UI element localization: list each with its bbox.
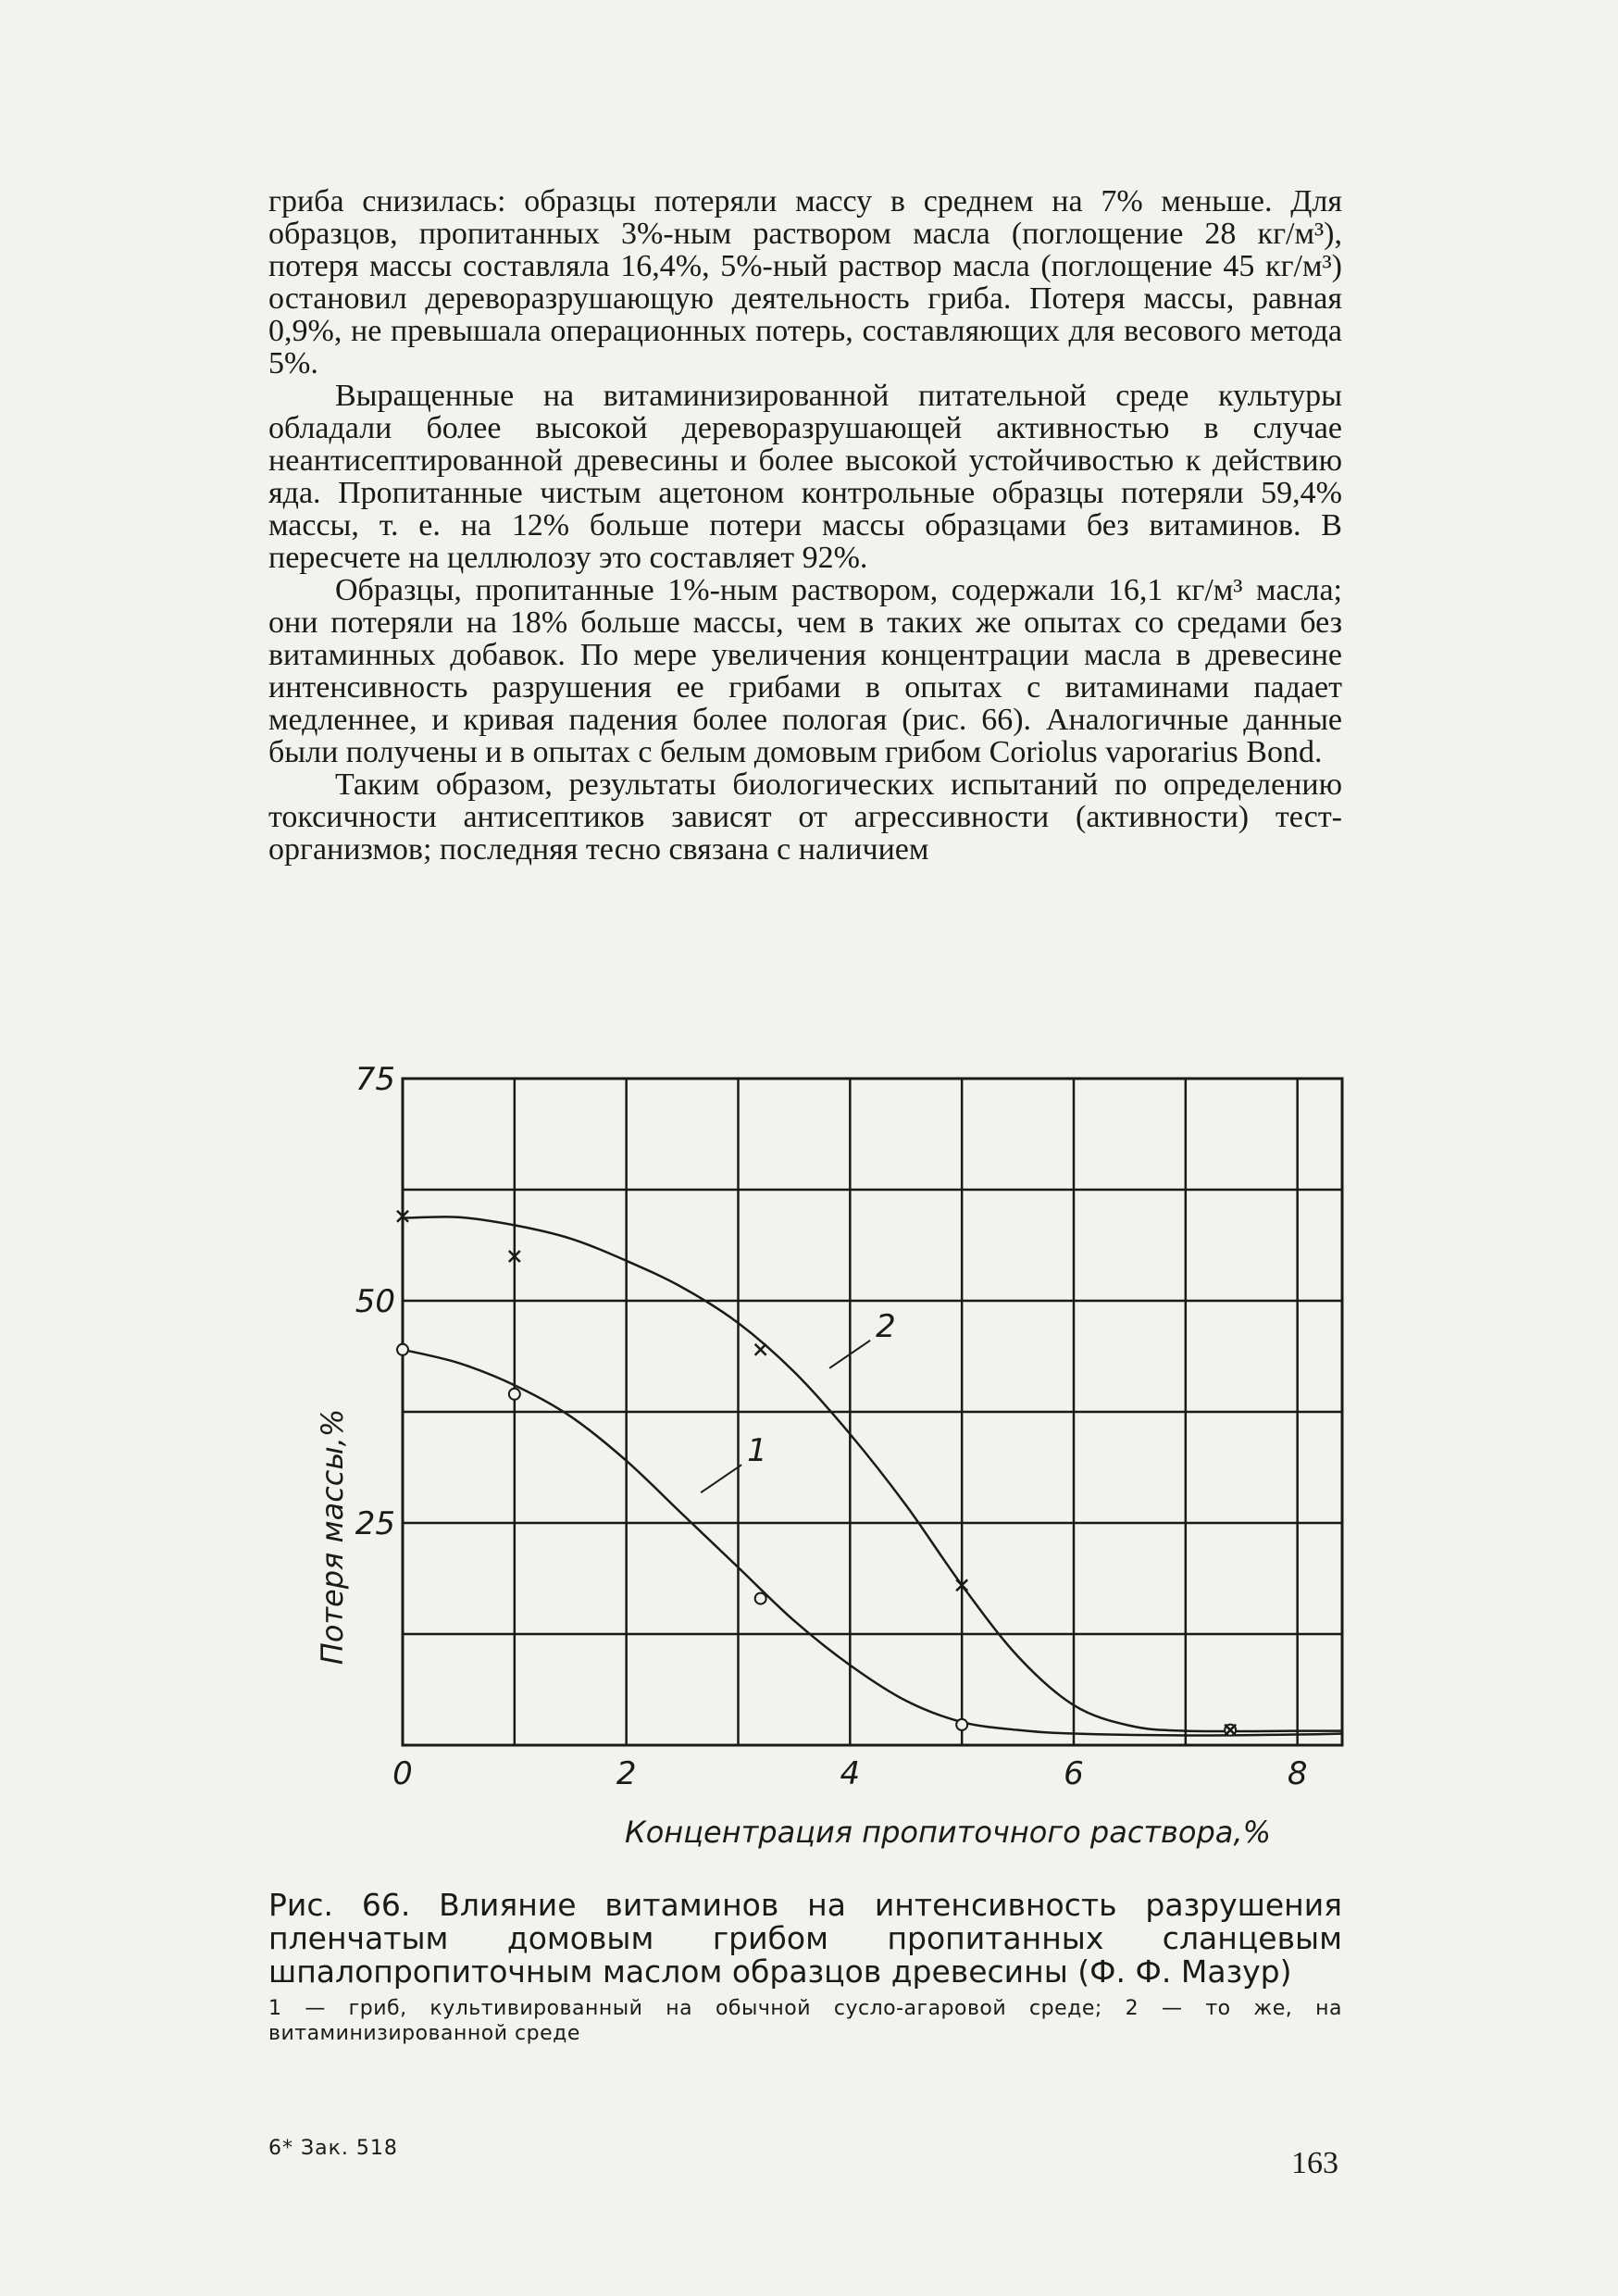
- chart-svg: [315, 1065, 1370, 1861]
- curve-label-2: 2: [876, 1307, 896, 1345]
- x-tick-label: 6: [1064, 1755, 1084, 1792]
- figure-66-chart: [315, 1065, 1370, 1861]
- data-point-series-2: [755, 1344, 766, 1355]
- data-point-series-1: [509, 1389, 520, 1400]
- caption-note: 1 — гриб, культивированный на обычной сусло-агаровой среде; 2 — то же, на витаминизированной среде: [268, 1997, 1342, 2045]
- paragraph-1: гриба снизилась: образцы потеряли массу в среднем на 7% меньше. Для образцов, пропитанных 3%-ным раствором масла (поглощение 28 кг/м³), потеря массы составляла 16,4%, 5%-ный раствор масла (поглощение 45 кг/м³) остановил дереворазрушающую деятельность гриба. Потеря массы, равная 0,9%, не превышала операционных потерь, составляющих для весового метода 5%.: [268, 184, 1342, 381]
- paragraph-4: Таким образом, результаты биологических испытаний по определению токсичности антисептиков зависят от агрессивности (активности) тест-организмов; последняя тесно связана с наличием: [268, 767, 1342, 867]
- data-point-series-1: [956, 1719, 967, 1730]
- x-axis-title: Концентрация пропиточного раствора,%: [625, 1815, 1271, 1850]
- curve-leader-1: [701, 1465, 741, 1492]
- curve-label-1: 1: [747, 1432, 767, 1470]
- x-tick-label: 2: [616, 1755, 637, 1792]
- curve-series-2: [403, 1217, 1342, 1731]
- x-tick-label: 0: [392, 1755, 413, 1792]
- paragraph-2: Выращенные на витаминизированной питательной среде культуры обладали более высокой дереворазрушающей активностью в случае неантисептированной древесины и более высокой устойчивостью к действию яда. Пропитанные чистым ацетоном контрольные образцы потеряли 59,4% массы, т. е. на 12% больше потери массы образцами без витаминов. В пересчете на целлюлозу это составляет 92%.: [268, 379, 1342, 575]
- data-point-series-1: [755, 1593, 766, 1604]
- x-tick-label: 8: [1287, 1755, 1308, 1792]
- data-point-series-1: [397, 1344, 408, 1355]
- paragraph-3: Образцы, пропитанные 1%-ным раствором, содержали 16,1 кг/м³ масла; они потеряли на 18% больше массы, чем в таких же опытах со средами без витаминных добавок. По мере увеличения концентрации масла в древесине интенсивность разрушения ее грибами в опытах с витаминами падает медленнее, и кривая падения более пологая (рис. 66). Аналогичные данные были получены и в опытах с белым домовым грибом Coriolus vaporarius Bond.: [268, 573, 1342, 769]
- y-tick-label: 75: [355, 1065, 395, 1098]
- page-number: 163: [1291, 2146, 1338, 2180]
- y-axis-title: Потеря массы,%: [315, 1408, 350, 1666]
- curve-series-1: [403, 1350, 1342, 1736]
- body-text: [268, 185, 1342, 866]
- caption-main: Рис. 66. Влияние витаминов на интенсивность разрушения пленчатым домовым грибом пропитанных сланцевым шпалопропиточным маслом образцов древесины (Ф. Ф. Мазур): [268, 1887, 1342, 1990]
- x-tick-label: 4: [840, 1755, 861, 1792]
- printer-mark: 6* Зак. 518: [268, 2137, 398, 2160]
- figure-caption: [268, 1889, 1342, 2046]
- y-tick-label: 50: [355, 1283, 395, 1320]
- y-tick-label: 25: [355, 1505, 395, 1542]
